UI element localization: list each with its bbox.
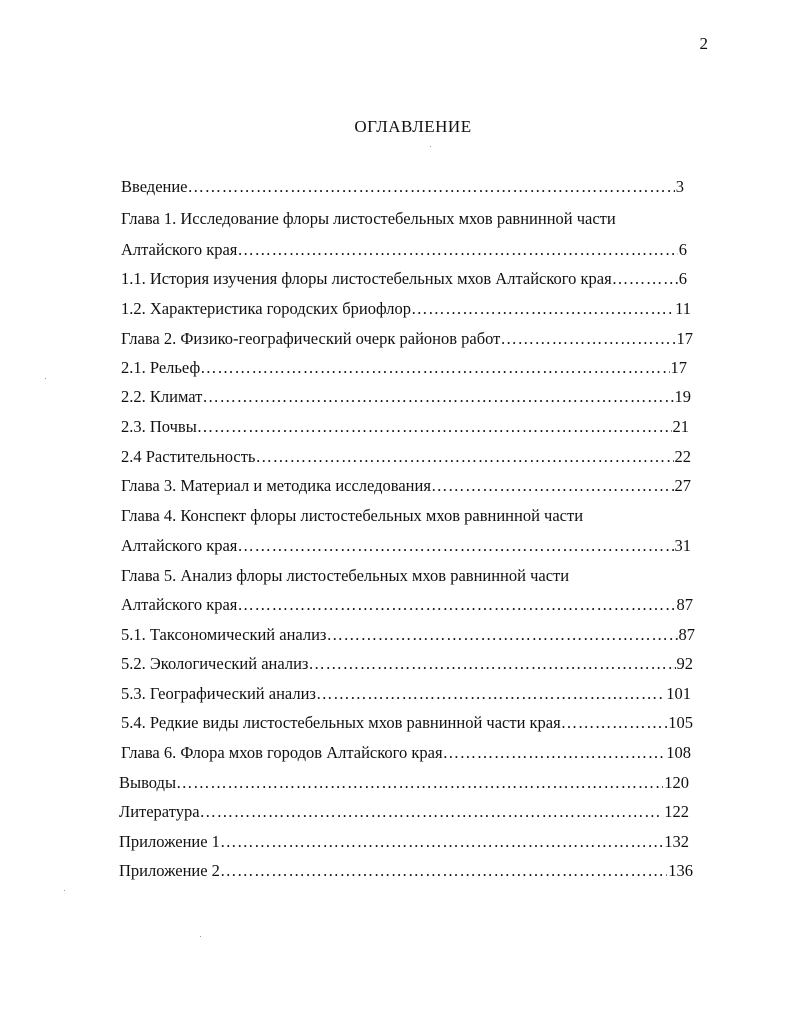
toc-entry[interactable] xyxy=(121,268,687,290)
toc-entry-page: 22 xyxy=(674,447,691,466)
toc-chapter-heading: Глава 4. Конспект флоры листостебельных мхов равнинной части xyxy=(121,506,584,525)
toc-entry-page: 87 xyxy=(676,595,693,614)
toc-entry[interactable] xyxy=(121,475,691,497)
toc-entry-page: 108 xyxy=(666,743,691,762)
toc-entry-page: 120 xyxy=(664,773,689,792)
toc-chapter-heading: Глава 1. Исследование флоры листостебельных мхов равнинной части xyxy=(121,209,616,228)
toc-entry-title: 1.2. Характеристика городских бриофлор xyxy=(121,299,411,318)
toc-entry-title: 5.2. Экологический анализ xyxy=(121,654,309,673)
toc-entry-title: Алтайского края xyxy=(121,536,238,555)
page-number: 2 xyxy=(699,34,708,53)
toc-entry-title: 5.1. Таксономический анализ xyxy=(121,625,327,644)
toc-entry-title: 1.1. История изучения флоры листостебельных мхов Алтайского края xyxy=(121,269,612,288)
toc-entry[interactable] xyxy=(121,176,684,198)
toc-chapter-heading: Глава 5. Анализ флоры листостебельных мхов равнинной части xyxy=(121,566,570,585)
toc-leader-dots xyxy=(561,712,668,734)
toc-entry[interactable] xyxy=(121,298,691,320)
toc-entry-page: 122 xyxy=(664,802,689,821)
toc-leader-dots xyxy=(237,535,673,557)
toc-entry-title: 2.3. Почвы xyxy=(121,417,197,436)
toc-leader-dots xyxy=(500,328,675,350)
toc-entry[interactable] xyxy=(119,772,689,794)
toc-entry-title: Глава 2. Физико-географический очерк районов работ xyxy=(121,329,501,348)
toc-leader-dots xyxy=(308,653,675,675)
toc-entry[interactable] xyxy=(121,328,693,350)
toc-entry-page: 132 xyxy=(664,832,689,851)
toc-leader-dots xyxy=(200,801,664,823)
scan-speck xyxy=(200,936,201,937)
toc-entry-page: 3 xyxy=(675,177,684,196)
toc-entry-page: 105 xyxy=(668,713,693,732)
toc-entry[interactable] xyxy=(121,712,693,734)
toc-entry[interactable] xyxy=(121,239,687,261)
toc-leader-dots xyxy=(326,624,677,646)
toc-entry[interactable] xyxy=(119,801,689,823)
toc-entry-title: Глава 6. Флора мхов городов Алтайского края xyxy=(121,743,443,762)
toc-entry[interactable] xyxy=(121,446,691,468)
page-title: ОГЛАВЛЕНИЕ xyxy=(354,117,472,136)
toc-leader-dots xyxy=(612,268,678,290)
toc-leader-dots xyxy=(237,594,675,616)
toc-leader-dots xyxy=(188,176,675,198)
toc-entry[interactable] xyxy=(121,624,695,646)
scan-speck xyxy=(45,378,46,379)
toc-leader-dots xyxy=(220,860,667,882)
toc-entry[interactable] xyxy=(121,357,687,379)
toc-entry-page: 19 xyxy=(674,387,691,406)
toc-entry-title: Приложение 2 xyxy=(119,861,220,880)
toc-entry[interactable] xyxy=(121,386,691,408)
toc-entry-title: Выводы xyxy=(119,773,177,792)
toc-entry-title: Глава 3. Материал и методика исследования xyxy=(121,476,431,495)
toc-leader-dots xyxy=(220,831,663,853)
toc-entry-title: 5.3. Географический анализ xyxy=(121,684,316,703)
toc-leader-dots xyxy=(200,357,669,379)
scan-speck xyxy=(430,146,431,147)
toc-entry-title: Приложение 1 xyxy=(119,832,220,851)
toc-entry-title: Алтайского края xyxy=(121,240,238,259)
toc-entry-title: 2.4 Растительность xyxy=(121,447,256,466)
toc-leader-dots xyxy=(197,416,672,438)
toc-entry-page: 17 xyxy=(676,329,693,348)
toc-entry[interactable] xyxy=(119,831,689,853)
toc-entry-page: 11 xyxy=(675,299,691,318)
toc-entry-page: 6 xyxy=(678,240,687,259)
toc-leader-dots xyxy=(176,772,663,794)
toc-entry[interactable] xyxy=(121,653,693,675)
toc-entry-title: Алтайского края xyxy=(121,595,238,614)
toc-entry-page: 17 xyxy=(670,358,687,377)
toc-entry[interactable] xyxy=(121,535,691,557)
toc-leader-dots xyxy=(431,475,674,497)
toc-entry-title: 2.2. Климат xyxy=(121,387,203,406)
toc-entry-page: 6 xyxy=(678,269,687,288)
toc-entry-page: 21 xyxy=(672,417,689,436)
toc-entry-page: 136 xyxy=(668,861,693,880)
toc-leader-dots xyxy=(255,446,673,468)
toc-entry-page: 31 xyxy=(674,536,691,555)
toc-entry-page: 92 xyxy=(676,654,693,673)
toc-entry-page: 87 xyxy=(678,625,695,644)
toc-leader-dots xyxy=(202,386,673,408)
toc-leader-dots xyxy=(237,239,677,261)
toc-entry[interactable] xyxy=(119,860,693,882)
toc-entry-title: Введение xyxy=(121,177,188,196)
scan-speck xyxy=(64,890,65,891)
toc-entry[interactable] xyxy=(121,416,689,438)
toc-entry[interactable] xyxy=(121,683,691,705)
toc-entry-title: 5.4. Редкие виды листостебельных мхов равнинной части края xyxy=(121,713,561,732)
toc-entry-page: 101 xyxy=(666,684,691,703)
toc-leader-dots xyxy=(411,298,674,320)
toc-leader-dots xyxy=(316,683,665,705)
toc-entry[interactable] xyxy=(121,742,691,764)
toc-entry-page: 27 xyxy=(674,476,691,495)
toc-entry-title: 2.1. Рельеф xyxy=(121,358,201,377)
toc-leader-dots xyxy=(443,742,666,764)
toc-entry[interactable] xyxy=(121,594,693,616)
toc-entry-title: Литература xyxy=(119,802,200,821)
